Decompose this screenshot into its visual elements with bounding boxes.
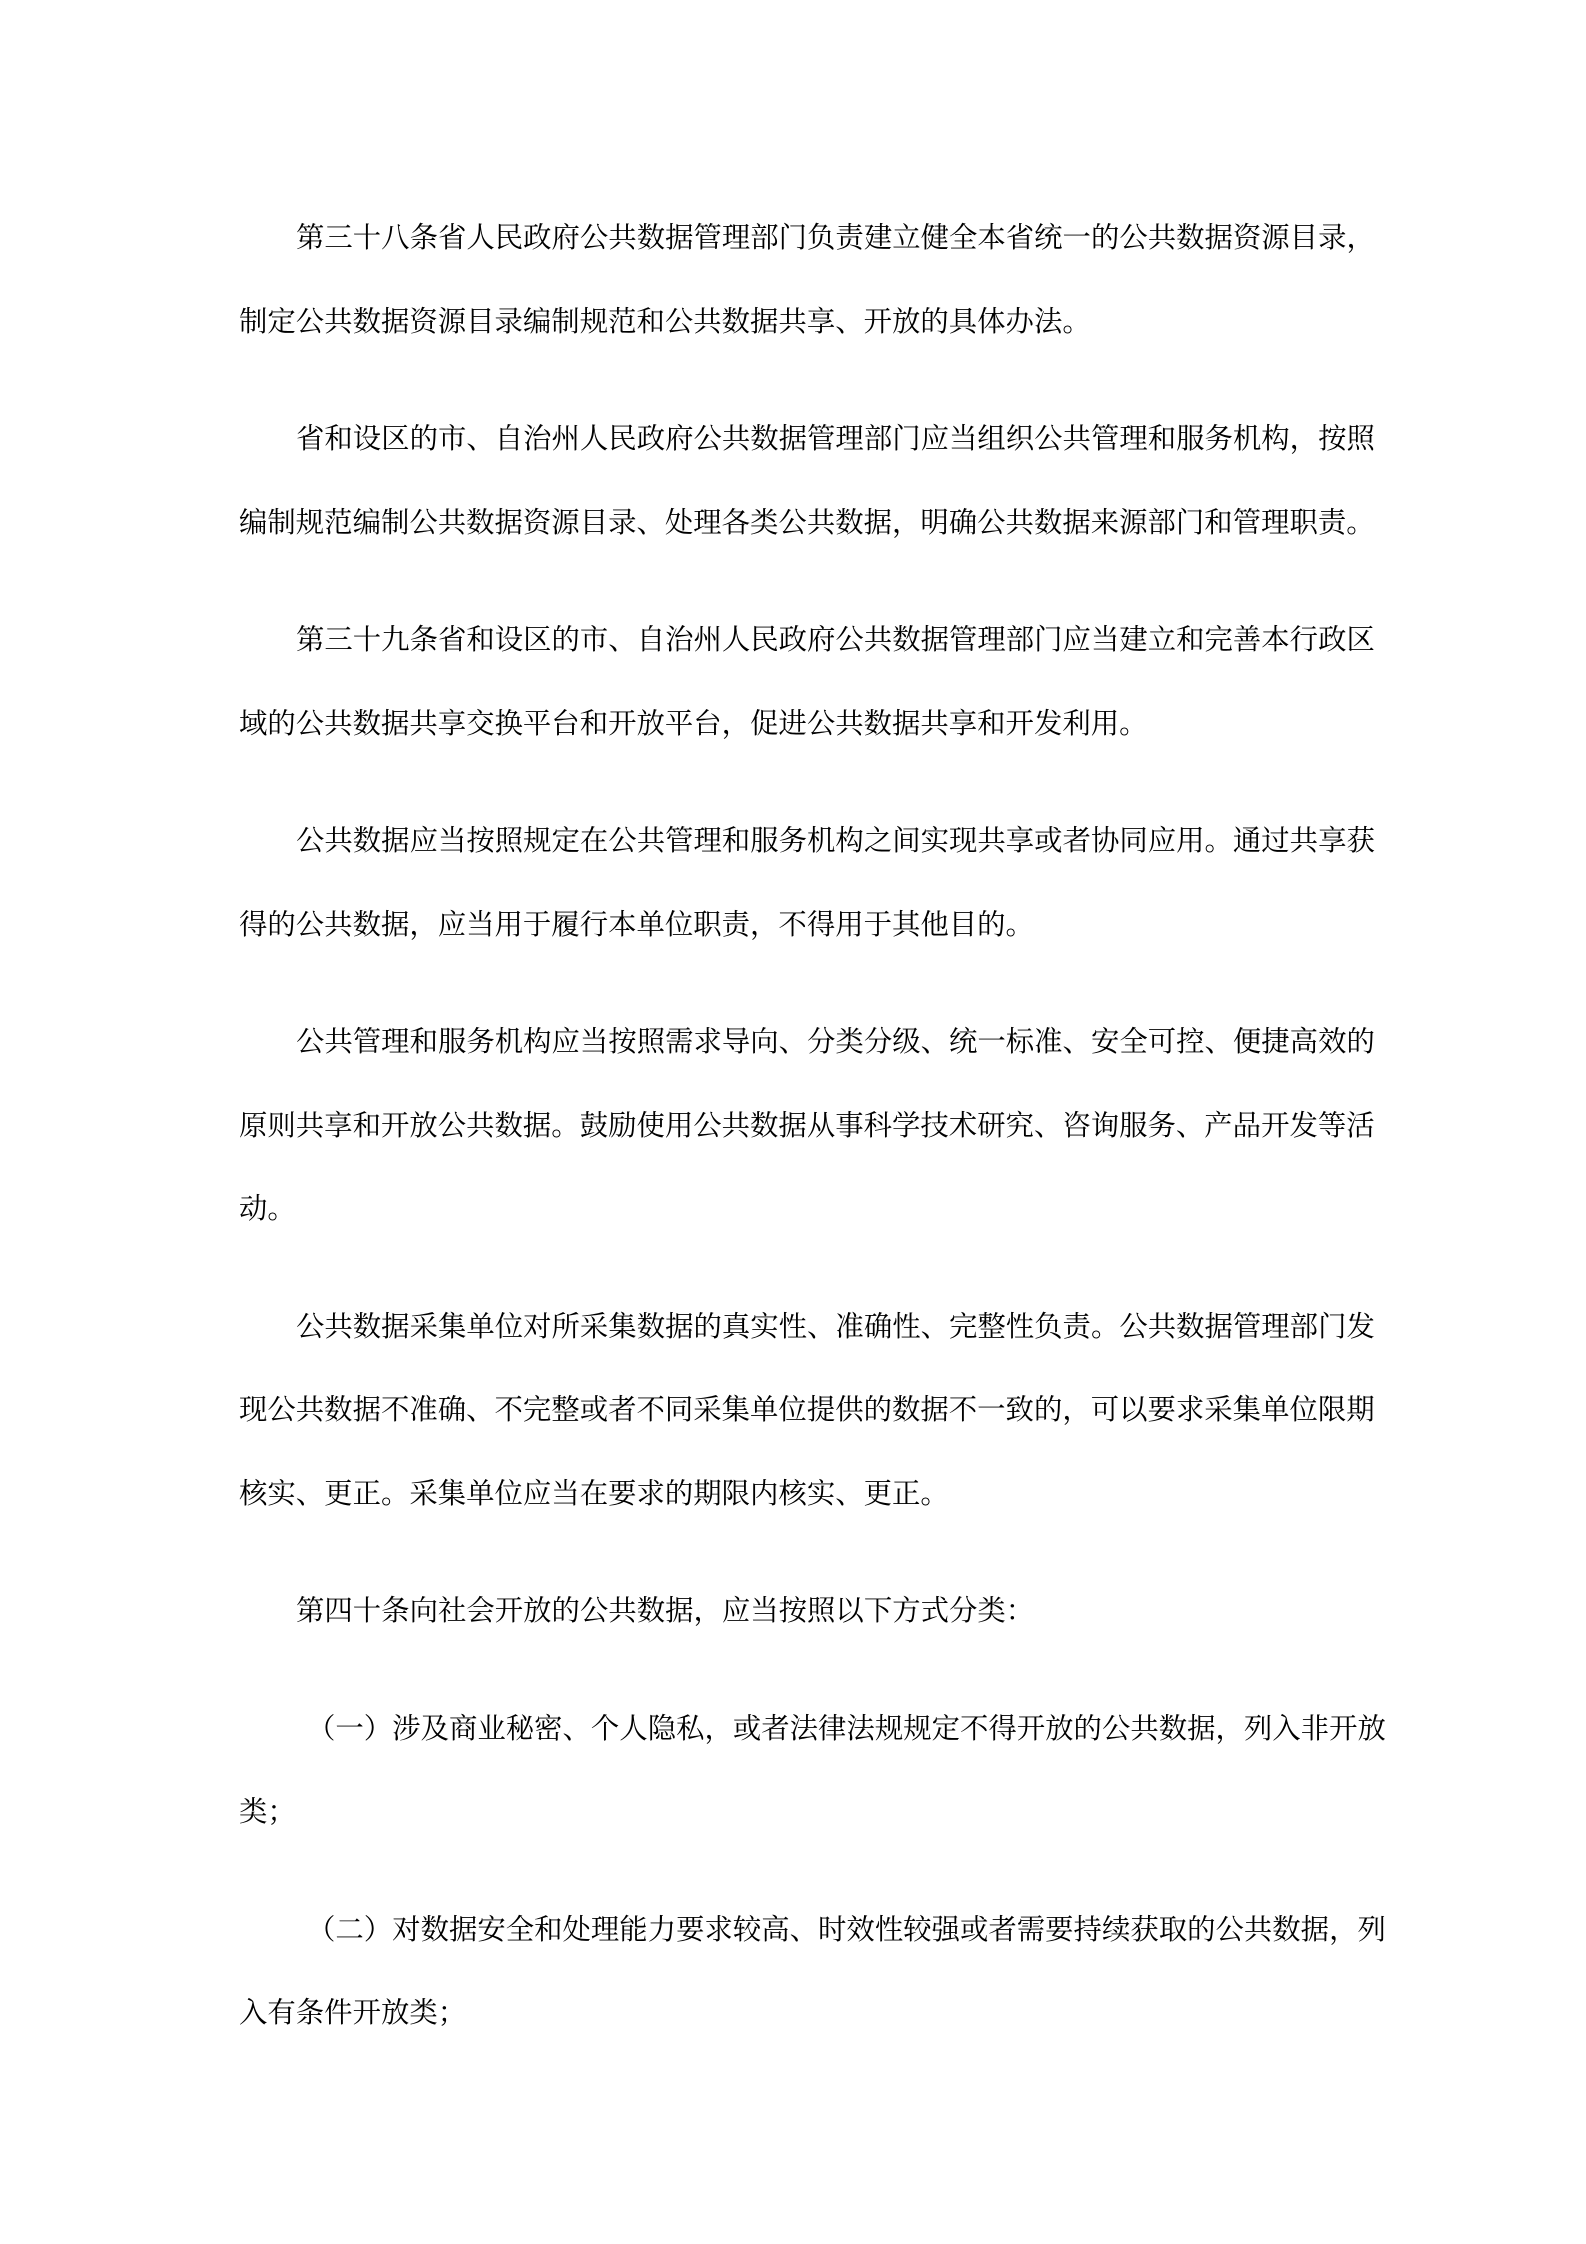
paragraph-article-40	[239, 1569, 1349, 1653]
text-line: 域的公共数据共享交换平台和开放平台，促进公共数据共享和开发利用。	[239, 706, 1148, 740]
text-line: 得的公共数据，应当用于履行本单位职责，不得用于其他目的。	[239, 907, 1034, 941]
text-line: 类；	[239, 1795, 296, 1828]
list-item-2	[239, 1888, 1386, 2055]
text-line: 省和设区的市、自治州人民政府公共数据管理部门应当组织公共管理和服务机构，按照	[296, 422, 1375, 455]
list-item-1	[239, 1687, 1386, 1854]
paragraph	[239, 397, 1375, 564]
text-line: 原则共享和开放公共数据。鼓励使用公共数据从事科学技术研究、咨询服务、产品开发等活	[239, 1108, 1375, 1142]
text-line: 编制规范编制公共数据资源目录、处理各类公共数据，明确公共数据来源部门和管理职责。	[239, 505, 1375, 539]
text-line: 制定公共数据资源目录编制规范和公共数据共享、开放的具体办法。	[239, 304, 1091, 338]
document-page	[239, 196, 1386, 2089]
paragraph-article-38	[239, 196, 1375, 363]
text-line: （一）涉及商业秘密、个人隐私，或者法律法规规定不得开放的公共数据，列入非开放	[307, 1711, 1386, 1745]
text-line: 现公共数据不准确、不完整或者不同采集单位提供的数据不一致的，可以要求采集单位限期	[239, 1393, 1375, 1426]
paragraph-article-39	[239, 598, 1375, 765]
text-line: （二）对数据安全和处理能力要求较高、时效性较强或者需要持续获取的公共数据，列	[307, 1912, 1386, 1946]
text-line: 第四十条向社会开放的公共数据，应当按照以下方式分类：	[296, 1594, 1035, 1627]
text-line: 公共数据应当按照规定在公共管理和服务机构之间实现共享或者协同应用。通过共享获	[296, 824, 1375, 857]
paragraph	[239, 1285, 1375, 1536]
text-line: 核实、更正。采集单位应当在要求的期限内核实、更正。	[239, 1476, 949, 1510]
text-line: 公共管理和服务机构应当按照需求导向、分类分级、统一标准、安全可控、便捷高效的	[296, 1025, 1375, 1058]
text-line: 第三十八条省人民政府公共数据管理部门负责建立健全本省统一的公共数据资源目录，	[296, 221, 1375, 254]
text-line: 第三十九条省和设区的市、自治州人民政府公共数据管理部门应当建立和完善本行政区	[296, 623, 1375, 656]
text-line: 动。	[239, 1192, 296, 1225]
text-line: 入有条件开放类；	[239, 1996, 467, 2029]
paragraph	[239, 1000, 1375, 1251]
paragraph	[239, 799, 1375, 966]
text-line: 公共数据采集单位对所采集数据的真实性、准确性、完整性负责。公共数据管理部门发	[296, 1309, 1375, 1343]
